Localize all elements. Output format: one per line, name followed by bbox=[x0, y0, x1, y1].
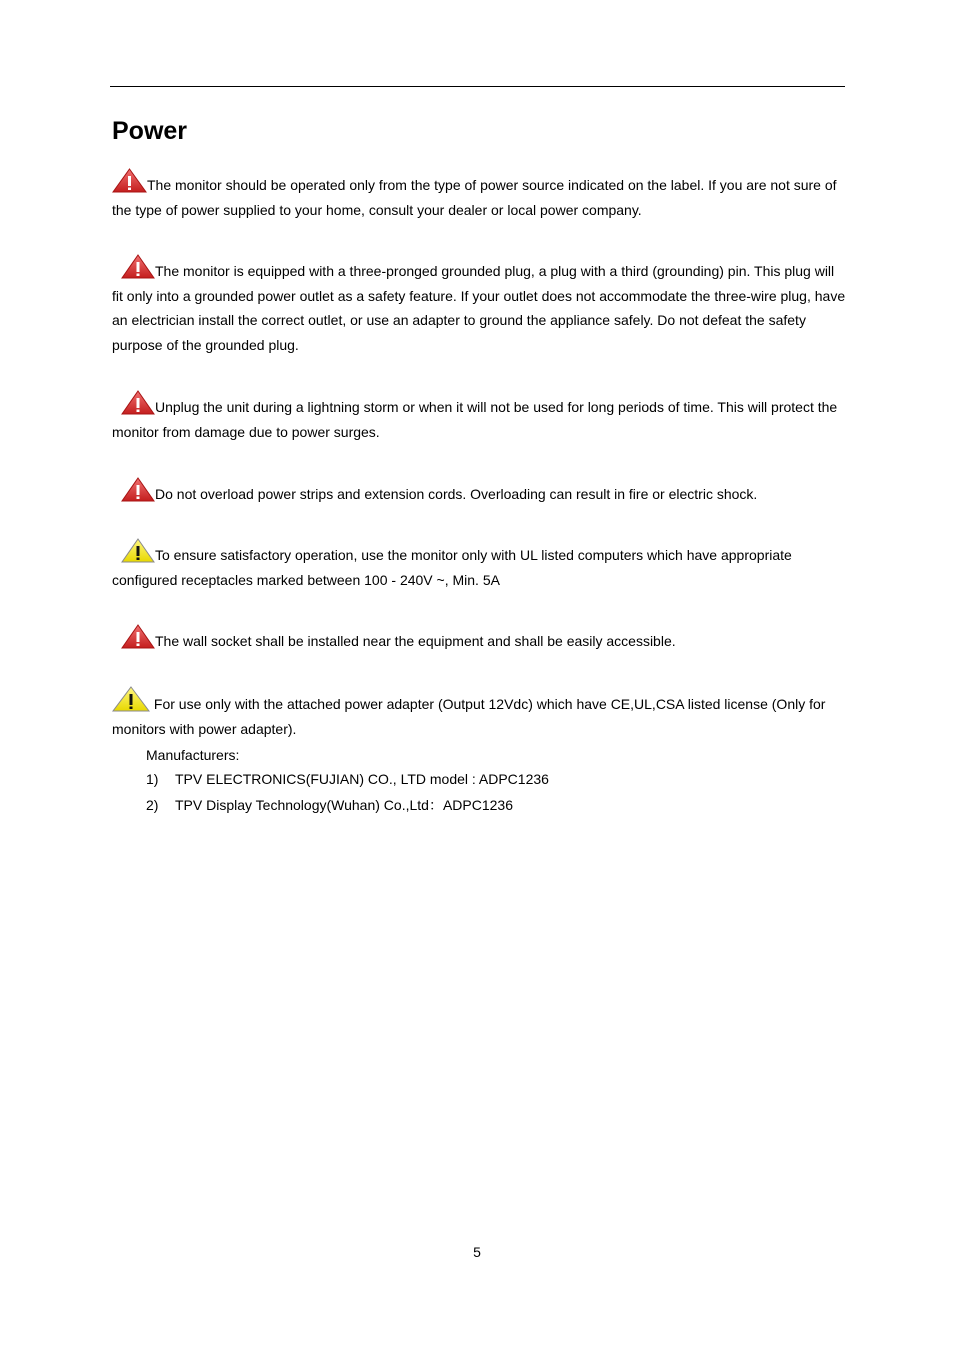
warning-text: For use only with the attached power adapter (Output 12Vdc) which have CE,UL,CSA listed license (Only for monitors with power adapter). bbox=[112, 696, 826, 737]
warning-paragraph-grounded-plug bbox=[112, 254, 847, 357]
warning-triangle-icon bbox=[121, 624, 155, 649]
warning-triangle-icon bbox=[121, 254, 155, 279]
warning-text: To ensure satisfactory operation, use the monitor only with UL listed computers which have appropriate configured receptacles marked between 100 - 240V ~, Min. 5A bbox=[112, 547, 792, 588]
page-title: Power bbox=[112, 117, 188, 145]
warning-paragraph-wall-socket bbox=[112, 624, 847, 654]
header-rule bbox=[110, 86, 845, 87]
manufacturer-text: TPV Display Technology(Wuhan) Co.,Ltd：ADPC1236 bbox=[175, 797, 513, 813]
warning-text: The wall socket shall be installed near the equipment and shall be easily accessible. bbox=[155, 633, 676, 649]
warning-triangle-icon bbox=[112, 168, 147, 193]
warning-text: Do not overload power strips and extension cords. Overloading can result in fire or electric shock. bbox=[155, 486, 758, 502]
warning-text: The monitor should be operated only from the type of power source indicated on the label. If you are not sure of the type of power supplied to your home, consult your dealer or local power company. bbox=[112, 177, 837, 218]
warning-text: Unplug the unit during a lightning storm or when it will not be used for long periods of time. This will protect the monitor from damage due to power surges. bbox=[112, 399, 838, 440]
warning-triangle-icon bbox=[121, 390, 155, 415]
warning-paragraph-power-source bbox=[112, 168, 847, 222]
manufacturer-number: 1) bbox=[146, 771, 159, 787]
manufacturers-label: Manufacturers: bbox=[146, 747, 240, 763]
warning-paragraph-lightning bbox=[112, 390, 847, 444]
manufacturer-text: TPV ELECTRONICS(FUJIAN) CO., LTD model : ADPC1236 bbox=[175, 771, 549, 787]
caution-triangle-icon bbox=[121, 538, 155, 563]
warning-triangle-icon bbox=[121, 477, 155, 502]
caution-triangle-icon bbox=[112, 686, 150, 712]
manufacturer-item bbox=[146, 793, 513, 817]
caution-paragraph-ul-listed bbox=[112, 538, 847, 592]
warning-text: The monitor is equipped with a three-pronged grounded plug, a plug with a third (grounding) pin. This plug will fit only into a grounded power outlet as a safety feature. If your outlet does not accommodate the three-wire plug, have an electrician install the correct outlet, or use an adapter to ground the appliance safely. Do not defeat the safety purpose of the grounded plug. bbox=[112, 263, 846, 353]
manufacturer-item bbox=[146, 767, 549, 791]
manufacturer-number: 2) bbox=[146, 797, 159, 813]
caution-paragraph-power-adapter bbox=[112, 686, 847, 741]
page-number: 5 bbox=[473, 1244, 481, 1260]
warning-paragraph-overload bbox=[112, 477, 847, 507]
